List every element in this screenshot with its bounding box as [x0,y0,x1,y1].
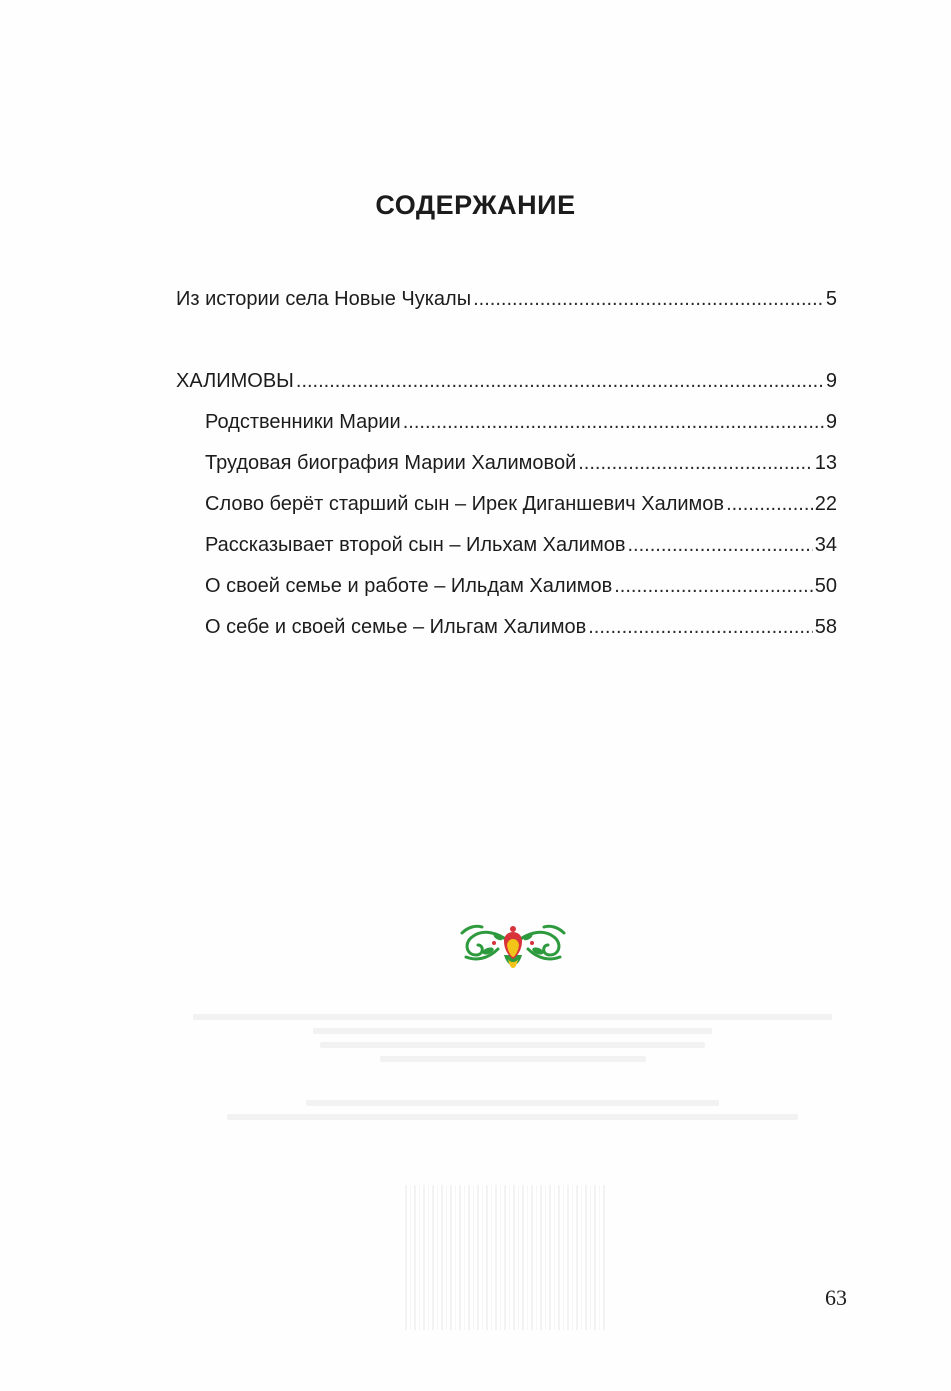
toc-entry-label: Слово берёт старший сын – Ирек Диганшевич Халимов [205,493,725,515]
toc-entry-label: О своей семье и работе – Ильдам Халимов [205,575,613,597]
toc-entry-label: Трудовая биография Марии Халимовой [205,452,577,474]
toc-entry-page: 9 [825,411,837,433]
dot-leader [296,366,824,396]
toc-entry-label: Родственники Марии [205,411,401,433]
dot-leader [473,284,824,314]
toc-subentry[interactable] [205,612,837,642]
toc-entry-page: 5 [825,288,837,310]
bleed-through-barcode [405,1185,605,1330]
dot-leader [578,448,813,478]
dot-leader [726,489,813,519]
toc-entry-page: 22 [814,493,837,515]
toc-subentry[interactable] [205,571,837,601]
toc-entry-page: 9 [825,370,837,392]
toc-entry[interactable] [176,284,837,314]
toc-entry-page: 58 [814,616,837,638]
toc-entry-page: 34 [814,534,837,556]
toc-entry-page: 13 [814,452,837,474]
toc-subentry[interactable] [205,448,837,478]
toc-title: СОДЕРЖАНИЕ [375,190,576,220]
dot-leader [588,612,813,642]
dot-leader [627,530,812,560]
floral-ornament-icon [458,915,568,977]
toc-entry-page: 50 [814,575,837,597]
dot-leader [614,571,813,601]
toc-entry-label: Рассказывает второй сын – Ильхам Халимов [205,534,626,556]
toc-entry-label: Из истории села Новые Чукалы [176,288,472,310]
toc-subentry[interactable] [205,489,837,519]
dot-leader [403,407,824,437]
toc-subentry[interactable] [205,530,837,560]
toc-subentry[interactable] [205,407,837,437]
toc-entry[interactable] [176,366,837,396]
bleed-through-block [180,1006,845,1128]
page-number: 63 [825,1285,847,1310]
toc-entry-label: О себе и своей семье – Ильгам Халимов [205,616,587,638]
toc-entry-label: ХАЛИМОВЫ [176,370,294,392]
